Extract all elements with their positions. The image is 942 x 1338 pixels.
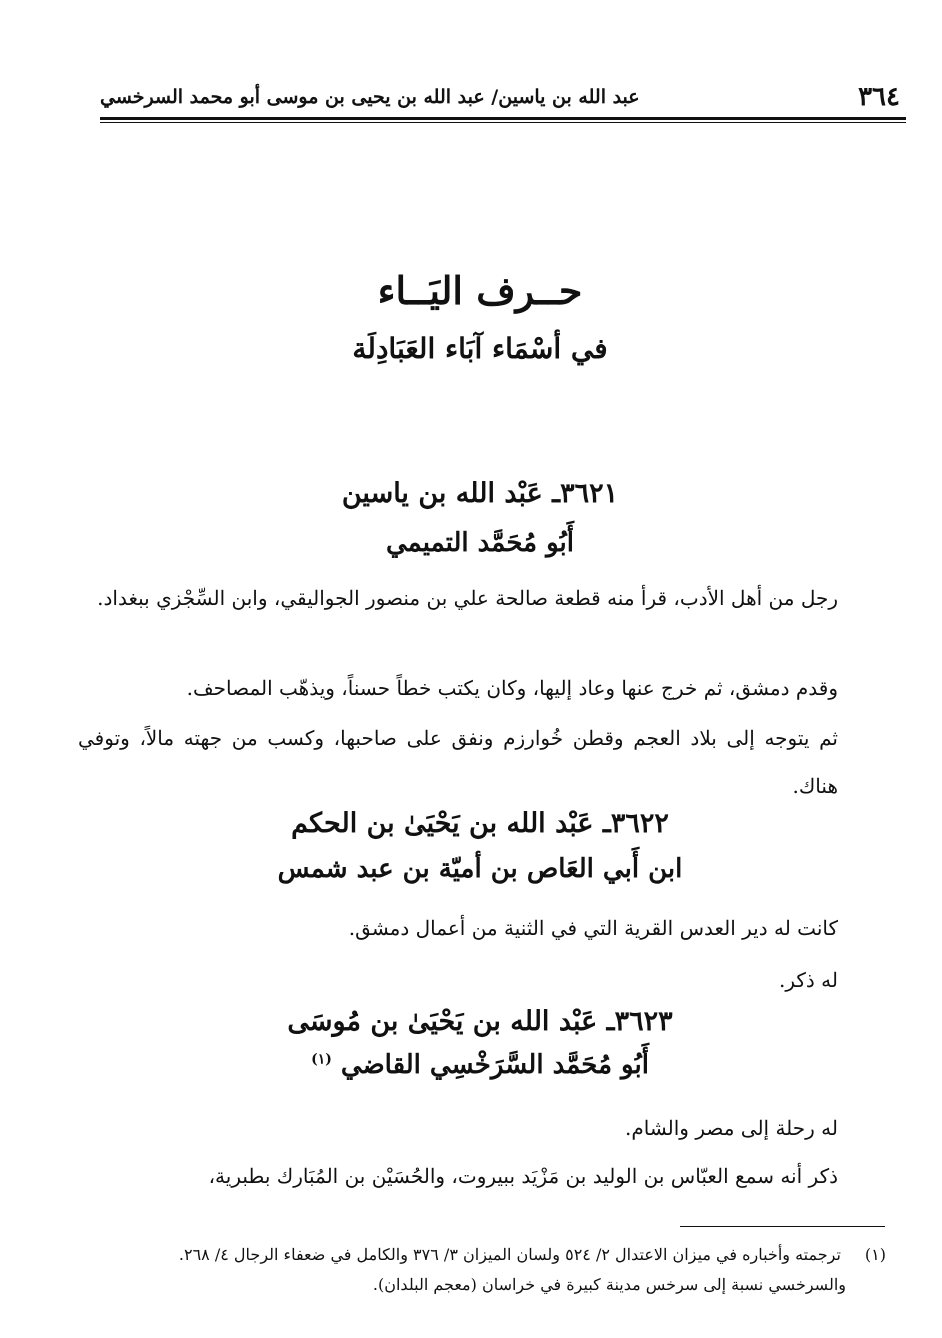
entry-3623-subtitle-line — [90, 1050, 870, 1080]
footnote-reference[interactable]: (١) — [311, 1051, 332, 1068]
entry-3623-paragraph-1: له رحلة إلى مصر والشام. — [624, 1116, 838, 1140]
entry-3621-paragraph-1: رجل من أهل الأدب، قرأ منه قطعة صالحة علي بن منصور الجواليقي، وابن السِّجْزي ببغداد. — [97, 586, 838, 610]
footnote-1 — [106, 1240, 886, 1270]
entry-3623-paragraph-2: ذكر أنه سمع العبّاس بن الوليد بن مَزْيَد ببيروت، والحُسَيْن بن المُبَارك بطبرية، — [208, 1164, 838, 1188]
running-title: عبد الله بن ياسين/ عبد الله بن يحيى بن موسى أبو محمد السرخسي — [100, 86, 640, 108]
header-rule — [100, 117, 906, 123]
footnote-text: ترجمته وأخباره في ميزان الاعتدال ٢/ ٥٢٤ ولسان الميزان ٣/ ٣٧٦ والكامل في ضعفاء الرجال ٤/ ٢٦٨. — [178, 1245, 841, 1264]
footnote-rule — [680, 1226, 885, 1227]
entry-3621-subtitle: أَبُو مُحَمَّد التميمي — [386, 528, 574, 558]
entry-3622-paragraph-1: كانت له دير العدس القرية التي في الثنية من أعمال دمشق. — [348, 916, 838, 940]
entry-3623-subtitle: أَبُو مُحَمَّد السَّرَخْسِي القاضي — [340, 1050, 649, 1080]
chapter-subtitle: في أسْمَاء آبَاء العَبَادِلَة — [352, 332, 608, 365]
entry-3621-paragraph-2: وقدم دمشق، ثم خرج عنها وعاد إليها، وكان يكتب خطاً حسناً، ويذهّب المصاحف. — [186, 676, 838, 700]
entry-3621-paragraph-3: ثم يتوجه إلى بلاد العجم وقطن خُوارزم ونفق على صاحبها، وكسب من جهته مالاً، وتوفي هناك. — [78, 726, 838, 798]
footnote-mark: (١) — [864, 1245, 886, 1264]
entry-3622-paragraph-2: له ذكر. — [779, 968, 838, 992]
entry-3622-title: ٣٦٢٢ـ عَبْد الله بن يَحْيَىٰ بن الحكم — [291, 808, 669, 839]
chapter-title: حــرف اليَــاء — [377, 268, 583, 313]
footnote-note: والسرخسي نسبة إلى سرخس مدينة كبيرة في خراسان (معجم البلدان). — [372, 1275, 846, 1294]
entry-3621-title: ٣٦٢١ـ عَبْد الله بن ياسين — [341, 478, 619, 509]
entry-3623-title: ٣٦٢٣ـ عَبْد الله بن يَحْيَىٰ بن مُوسَى — [287, 1006, 673, 1037]
page-header — [100, 82, 900, 116]
page-number: ٣٦٤ — [858, 82, 900, 112]
entry-3622-subtitle: ابن أَبي العَاص بن أميّة بن عبد شمس — [277, 854, 683, 884]
